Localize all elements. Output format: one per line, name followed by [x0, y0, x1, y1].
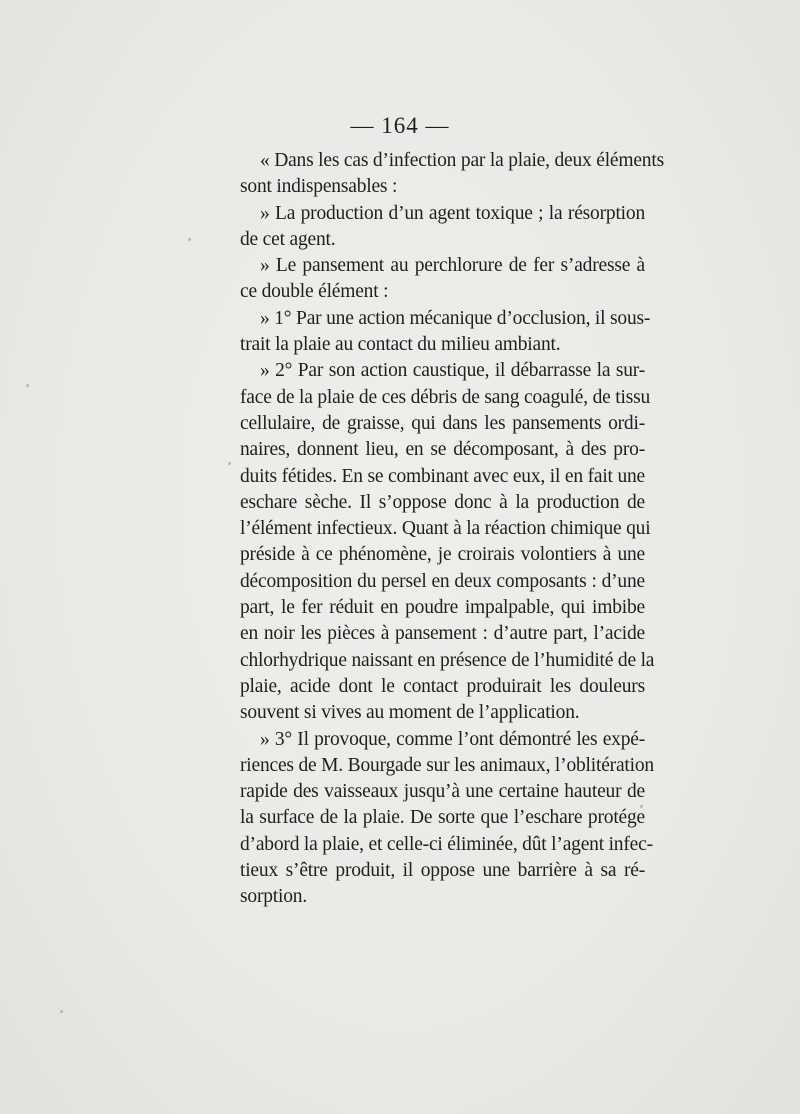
text-line: en noir les pièces à pansement : d’autre part, l’acide	[240, 623, 645, 645]
text-line: souvent si vives au moment de l’application.	[240, 702, 580, 724]
text-line: » 1° Par une action mécanique d’occlusion, il sous-	[260, 307, 651, 329]
text-line: duits fétides. En se combinant avec eux, il en fait une	[240, 465, 645, 487]
text-line: naires, donnent lieu, en se décomposant, à des pro-	[240, 439, 645, 461]
text-line: » Le pansement au perchlorure de fer s’adresse à	[260, 255, 645, 277]
text-line: de cet agent.	[240, 228, 336, 250]
text-line: eschare sèche. Il s’oppose donc à la production de	[240, 491, 645, 513]
text-line: la surface de la plaie. De sorte que l’eschare protége	[240, 807, 645, 829]
paper-speck	[188, 238, 191, 241]
text-line: riences de M. Bourgade sur les animaux, l’oblitération	[240, 754, 654, 776]
paper-speck	[228, 462, 231, 465]
text-line: l’élément infectieux. Quant à la réaction chimique qui	[240, 518, 651, 540]
page-number: — 164 —	[350, 113, 450, 138]
body-text	[240, 148, 664, 911]
text-line: trait la plaie au contact du milieu ambiant.	[240, 334, 561, 356]
text-line: décomposition du persel en deux composants : d’une	[240, 570, 645, 592]
paper-speck	[26, 384, 29, 387]
text-line: cellulaire, de graisse, qui dans les pansements ordi-	[240, 412, 645, 434]
text-line: sont indispensables :	[240, 176, 398, 198]
text-line: plaie, acide dont le contact produirait les douleurs	[240, 675, 645, 697]
text-line: » 3° Il provoque, comme l’ont démontré les expé-	[260, 728, 645, 750]
text-line: sorption.	[240, 886, 307, 908]
text-line: chlorhydrique naissant en présence de l’humidité de la	[240, 649, 655, 671]
text-line: face de la plaie de ces débris de sang coagulé, de tissu	[240, 386, 651, 408]
text-line: part, le fer réduit en poudre impalpable, qui imbibe	[240, 597, 645, 619]
text-line: » 2° Par son action caustique, il débarrasse la sur-	[260, 360, 645, 382]
text-line: tieux s’être produit, il oppose une barrière à sa ré-	[240, 860, 645, 882]
text-line: « Dans les cas d’infection par la plaie, deux éléments	[260, 150, 664, 171]
text-line: ce double élément :	[240, 281, 389, 303]
text-line: » La production d’un agent toxique ; la résorption	[260, 202, 645, 224]
text-line: préside à ce phénomène, je croirais volontiers à une	[240, 544, 645, 566]
text-line: rapide des vaisseaux jusqu’à une certaine hauteur de	[240, 781, 645, 803]
paper-speck	[60, 1010, 63, 1013]
text-line: d’abord la plaie, et celle-ci éliminée, dût l’agent infec-	[240, 833, 653, 855]
